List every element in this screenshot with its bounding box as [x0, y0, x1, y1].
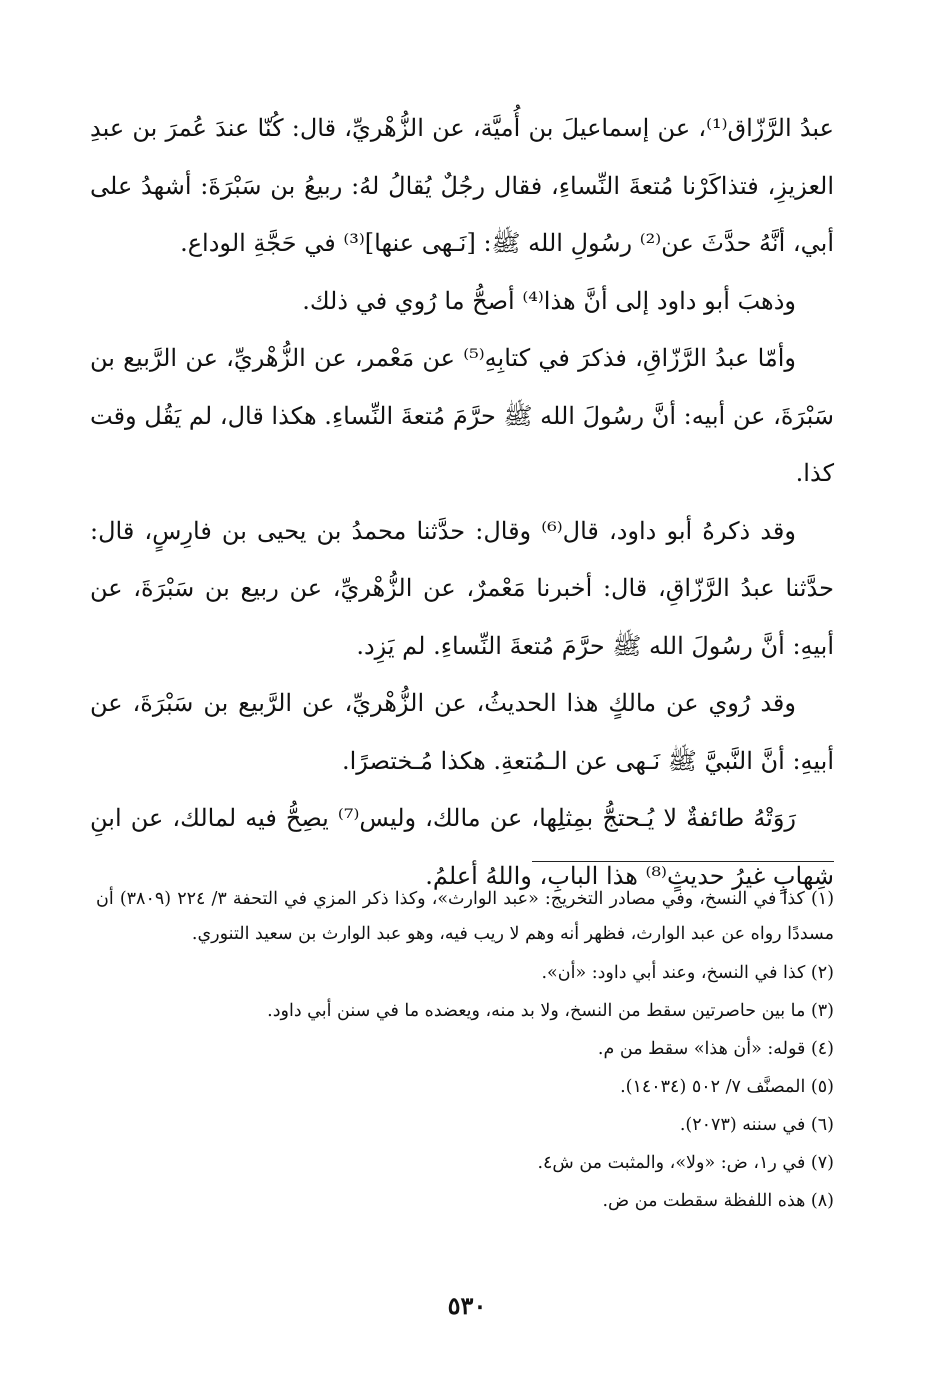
- footnote-2: (٢) كذا في النسخ، وعند أبي داود: «أن».: [541, 963, 834, 983]
- footnotes-section: [96, 882, 834, 1222]
- paragraph-2: وذهبَ أبو داود إلى أنَّ هذا⁽⁴⁾ أصحُّ ما رُوي في ذلك.: [302, 286, 796, 315]
- paragraph-5: وقد رُوي عن مالكٍ هذا الحديثُ، عن الزُّهْريِّ، عن الرَّبيع بن سَبْرَةَ، عن أبيهِ: أنَّ النَّبيَّ ﷺ نَـهى عن الـمُتعةِ. هكذا مُـختصرًا.: [90, 689, 834, 775]
- paragraph-4: وقد ذكرهُ أبو داود، قال⁽⁶⁾ وقال: حدَّثنا محمدُ بن يحيى بن فارِسٍ، قال: حدَّثنا عبدُ الرَّزّاقِ، قال: أخبرنا مَعْمرٌ، عن الزُّهْريِّ، عن ربيع بن سَبْرَةَ، عن أبيهِ: أنَّ رسُولَ الله ﷺ حرَّمَ مُتعةَ النِّساءِ. لم يَزِد.: [90, 516, 834, 660]
- footnote-divider: [532, 861, 834, 862]
- paragraph-6: رَوَتْهُ طائفةٌ لا يُـحتجُّ بمِثلِها، عن مالك، وليس⁽⁷⁾ يصِحُّ فيه لمالك، عن ابنِ شِهابٍ غيرُ حديثٍ⁽⁸⁾ هذا البابِ، واللهُ أعلمُ.: [90, 804, 834, 890]
- paragraph-3: وأمّا عبدُ الرَّزّاقِ، فذكرَ في كتابِهِ⁽⁵⁾ عن مَعْمر، عن الزُّهْريِّ، عن الرَّبيع بن سَبْرَةَ، عن أبيه: أنَّ رسُولَ الله ﷺ حرَّمَ مُتعةَ النِّساءِ. هكذا قال، لم يَقُل وقت كذا.: [90, 344, 834, 487]
- footnote-6: (٦) في سننه (٢٠٧٣).: [679, 1115, 834, 1135]
- footnote-3: (٣) ما بين حاصرتين سقط من النسخ، ولا بد منه، ويعضده ما في سنن أبي داود.: [267, 1001, 834, 1021]
- footnote-7: (٧) في ر١، ض: «ولا»، والمثبت من ش٤.: [537, 1153, 834, 1173]
- page-number: ٥٣٠: [447, 1291, 487, 1320]
- footnote-5: (٥) المصنَّف ٧/ ٥٠٢ (١٤٠٣٤).: [620, 1077, 834, 1097]
- main-text-body: [90, 100, 834, 905]
- paragraph-1: عبدُ الرَّزّاق⁽¹⁾، عن إسماعيلَ بن أُميَّة، عن الزُّهْريِّ، قال: كُنّا عندَ عُمرَ بن عبدِ العزيزِ، فتذاكَرْنا مُتعةَ النِّساءِ، فقال رجُلٌ يُقالُ لهُ: ربيعُ بن سَبْرَةَ: أشهدُ على أبي، أنَّهُ حدَّثَ عن⁽²⁾ رسُولِ الله ﷺ: [نَـهى عنها]⁽³⁾ في حَجَّةِ الوداع.: [90, 114, 834, 257]
- footnote-4: (٤) قوله: «أن هذا» سقط من م.: [597, 1039, 834, 1059]
- footnote-1: (١) كذا في النسخ، وفي مصادر التخريج: «عبد الوارث»، وكذا ذكر المزي في التحفة ٣/ ٢٢٤ (٣٨٠٩) أن مسددًا رواه عن عبد الوارث، فظهر أنه وهم لا ريب فيه، وهو عبد الوارث بن سعيد التنوري.: [96, 889, 835, 944]
- footnote-8: (٨) هذه اللفظة سقطت من ض.: [602, 1191, 834, 1211]
